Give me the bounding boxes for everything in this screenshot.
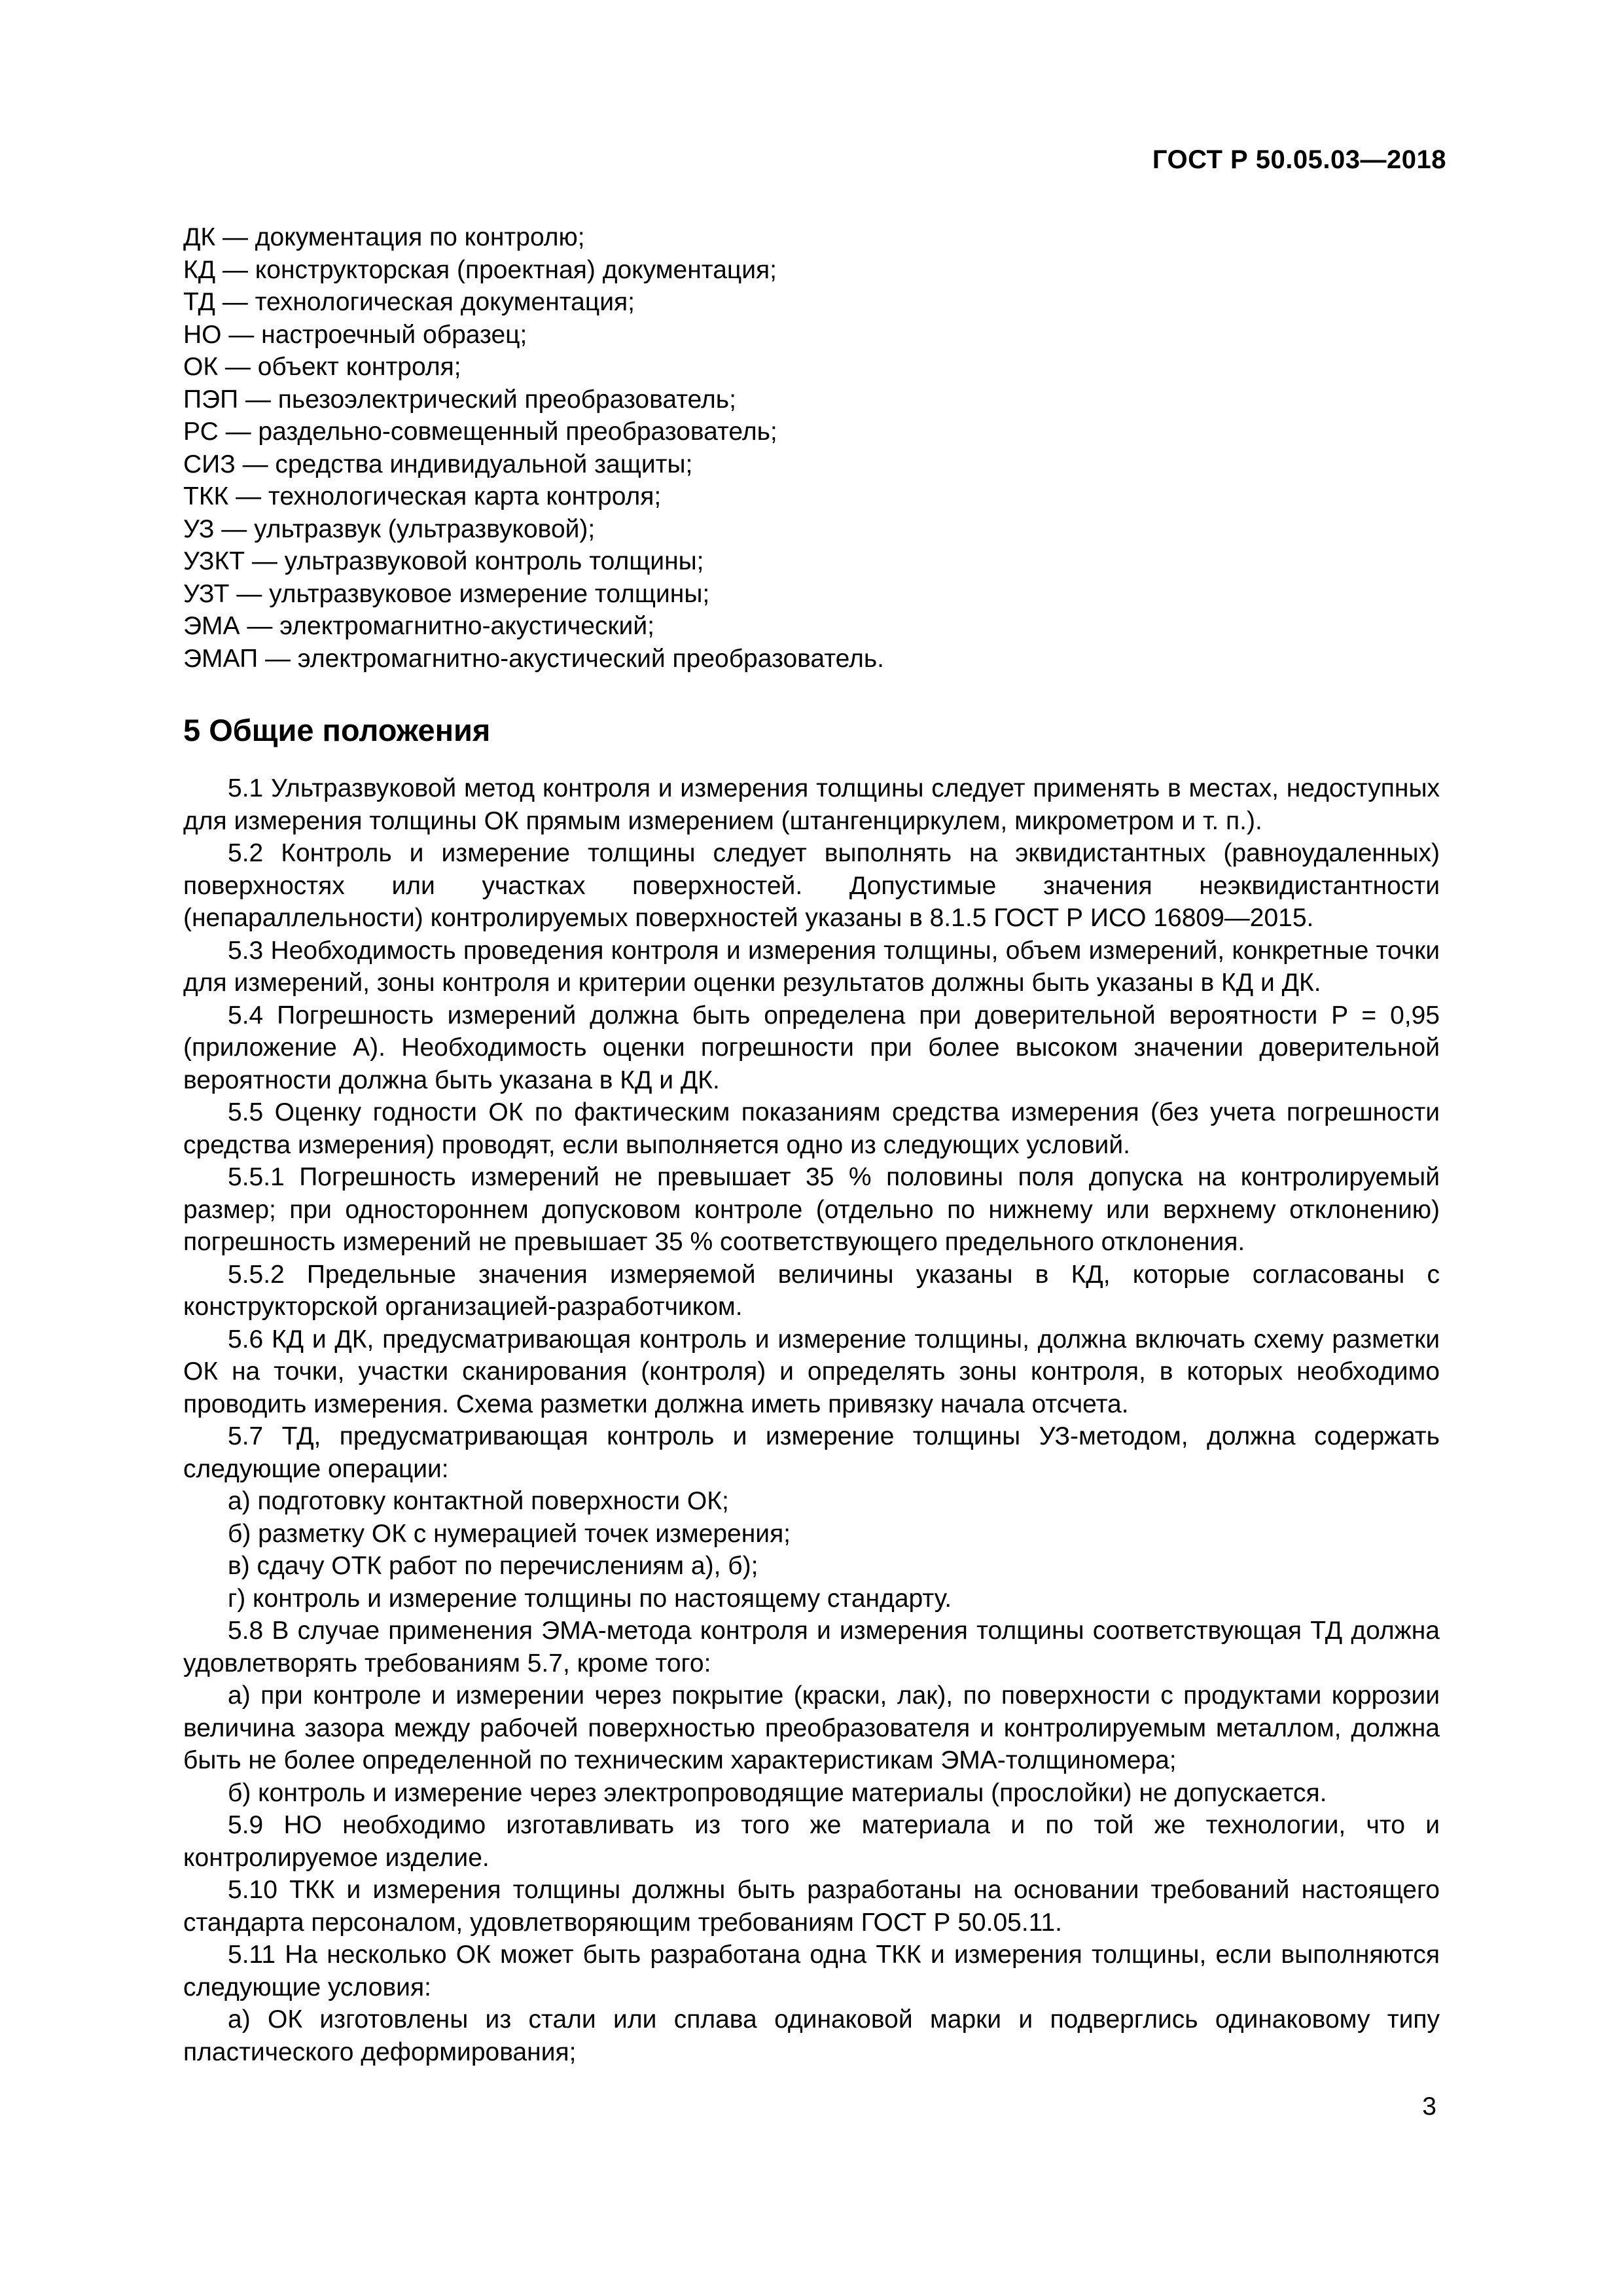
page-number: 3 (1422, 2092, 1436, 2121)
paragraph: 5.6 КД и ДК, предусматривающая контроль и измерение толщины, должна включать схему разметки ОК на точки, участки сканирования (контроля) и определять зоны контроля, в которых необходимо проводить измерения. Схема разметки должна иметь привязку начала отсчета. (183, 1325, 1440, 1418)
list-item: ТД — технологическая документация; (183, 288, 635, 316)
list-item: ПЭП — пьезоэлектрический преобразователь; (183, 385, 736, 414)
paragraph: 5.5.1 Погрешность измерений не превышает 35 % половины поля допуска на контролируемый размер; при одностороннем допусковом контроле (отдельно по нижнему или верхнему отклонению) погрешность измерений не превышает 35 % соответствующего предельного отклонения. (183, 1163, 1440, 1256)
list-item: в) сдачу ОТК работ по перечислениям а), б); (228, 1552, 758, 1580)
paragraph: 5.1 Ультразвуковой метод контроля и измерения толщины следует применять в местах, недоступных для измерения толщины ОК прямым измерением (штангенциркулем, микрометром и т. п.). (183, 774, 1440, 835)
list-item: а) при контроле и измерении через покрытие (краски, лак), по поверхности с продуктами коррозии величина зазора между рабочей поверхностью преобразователя и контролируемым металлом, должна быть не более определенной по техническим характеристикам ЭМА-толщиномера; (183, 1681, 1440, 1774)
list-item: КД — конструкторская (проектная) документация; (183, 255, 777, 284)
list-item: ТКК — технологическая карта контроля; (183, 482, 662, 511)
abbreviation-list (183, 221, 1446, 675)
paragraph: 5.10 ТКК и измерения толщины должны быть разработаны на основании требований настоящего стандарта персоналом, удовлетворяющим требованиям ГОСТ Р 50.05.11. (183, 1876, 1440, 1937)
section-title: 5 Общие положения (183, 713, 491, 747)
paragraph: 5.11 На несколько ОК может быть разработана одна ТКК и измерения толщины, если выполняются следующие условия: (183, 1941, 1440, 2001)
list-item: ЭМАП — электромагнитно-акустический преобразователь. (183, 644, 884, 673)
list-item: ОК — объект контроля; (183, 353, 461, 381)
list-item: г) контроль и измерение толщины по настоящему стандарту. (228, 1584, 952, 1613)
section-body (183, 772, 1440, 2068)
paragraph: 5.3 Необходимость проведения контроля и измерения толщины, объем измерений, конкретные точки для измерений, зоны контроля и критерии оценки результатов должны быть указаны в КД и ДК. (183, 936, 1440, 997)
paragraph: 5.5 Оценку годности ОК по фактическим показаниям средства измерения (без учета погрешности средства измерения) проводят, если выполняется одно из следующих условий. (183, 1098, 1440, 1159)
list-item: УЗКТ — ультразвуковой контроль толщины; (183, 547, 704, 575)
list-item: б) контроль и измерение через электропроводящие материалы (прослойки) не допускается. (228, 1778, 1327, 1807)
paragraph: 5.8 В случае применения ЭМА-метода контроля и измерения толщины соответствующая ТД должна удовлетворять требованиям 5.7, кроме того: (183, 1617, 1440, 1677)
list-item: а) ОК изготовлены из стали или сплава одинаковой марки и подверглись одинаковому типу пластического деформирования; (183, 2005, 1440, 2066)
paragraph: 5.4 Погрешность измерений должна быть определена при доверительной вероятности P = 0,95 (приложение А). Необходимость оценки погрешности при более высоком значении доверительной вероятности должна быть указана в КД и ДК. (183, 1001, 1440, 1094)
list-item: УЗ — ультразвук (ультразвуковой); (183, 514, 596, 543)
list-item: б) разметку ОК с нумерацией точек измерения; (228, 1519, 791, 1548)
list-item: СИЗ — средства индивидуальной защиты; (183, 450, 693, 478)
list-item: НО — настроечный образец; (183, 320, 527, 349)
list-item: УЗТ — ультразвуковое измерение толщины; (183, 579, 710, 608)
paragraph: 5.9 НО необходимо изготавливать из того же материала и по той же технологии, что и контролируемое изделие. (183, 1811, 1440, 1872)
list-item: ЭМА — электромагнитно-акустический; (183, 612, 654, 640)
document-code: ГОСТ Р 50.05.03—2018 (1152, 145, 1446, 174)
list-item: РС — раздельно-совмещенный преобразователь; (183, 418, 777, 446)
paragraph: 5.7 ТД, предусматривающая контроль и измерение толщины УЗ-методом, должна содержать следующие операции: (183, 1422, 1440, 1483)
paragraph: 5.5.2 Предельные значения измеряемой величины указаны в КД, которые согласованы с конструкторской организацией-разработчиком. (183, 1260, 1440, 1321)
list-item: а) подготовку контактной поверхности ОК; (228, 1487, 729, 1515)
list-item: ДК — документация по контролю; (183, 223, 585, 251)
paragraph: 5.2 Контроль и измерение толщины следует выполнять на эквидистантных (равноудаленных) поверхностях или участках поверхностей. Допустимые значения неэквидистантности (непараллельности) контролируемых поверхностей указаны в 8.1.5 ГОСТ Р ИСО 16809—2015. (183, 839, 1440, 932)
